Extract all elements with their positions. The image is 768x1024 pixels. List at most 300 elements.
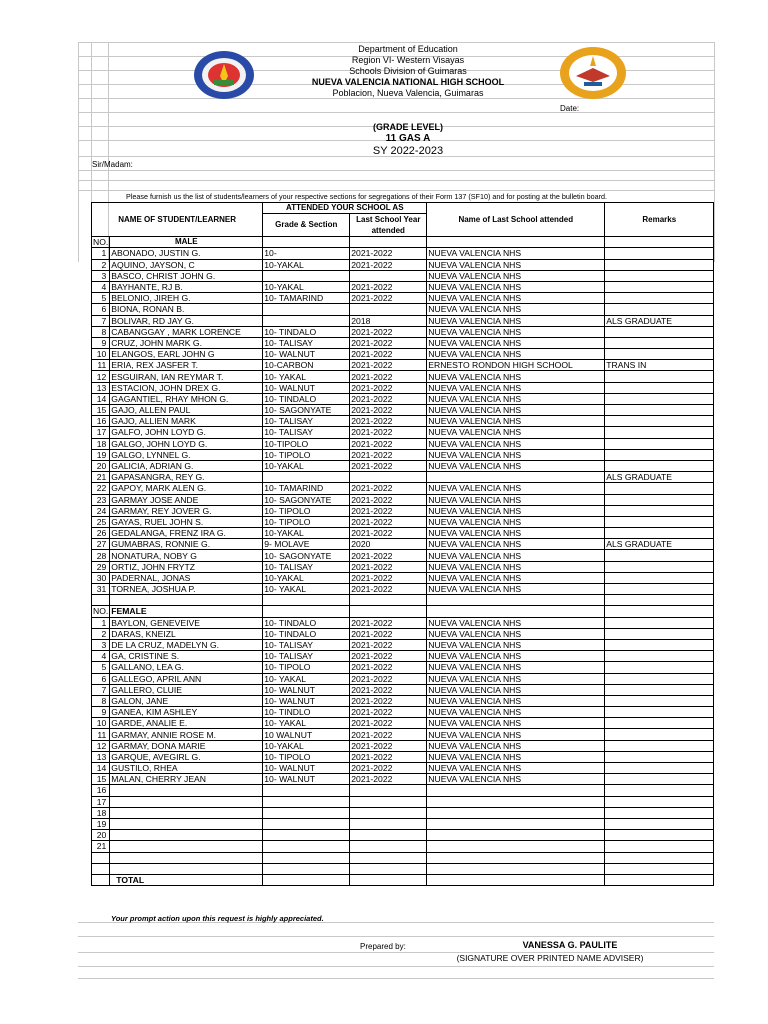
remarks [605, 460, 714, 471]
row-number: 12 [92, 740, 110, 751]
last-school-year: 2021-2022 [350, 449, 427, 460]
grade-section: 10- YAKAL [263, 718, 350, 729]
last-school-year: 2021-2022 [350, 382, 427, 393]
remarks [605, 505, 714, 516]
last-school-name: NUEVA VALENCIA NHS [427, 628, 605, 639]
last-school-year: 2021-2022 [350, 393, 427, 404]
last-school-year: 2021-2022 [350, 651, 427, 662]
student-name: ERIA, REX JASFER T. [110, 360, 263, 371]
last-school-year: 2021-2022 [350, 259, 427, 270]
student-name: GANEA, KIM ASHLEY [110, 707, 263, 718]
last-school-year [350, 807, 427, 818]
grade-section: 10- YAKAL [263, 673, 350, 684]
grade-section: 10- SAGONYATE [263, 405, 350, 416]
last-school-name: NUEVA VALENCIA NHS [427, 460, 605, 471]
last-school-year [350, 304, 427, 315]
table-row [92, 584, 714, 595]
remarks [605, 807, 714, 818]
last-school-year: 2021-2022 [350, 774, 427, 785]
male-label-row [92, 237, 714, 248]
student-name: GUSTILO, RHEA [110, 763, 263, 774]
salutation: Sir/Madam: [92, 160, 133, 169]
school-address: Poblacion, Nueva Valencia, Guimaras [332, 88, 484, 98]
last-school-name [427, 818, 605, 829]
last-school-year: 2021-2022 [350, 483, 427, 494]
row-number: 9 [92, 337, 110, 348]
last-school-name: NUEVA VALENCIA NHS [427, 584, 605, 595]
last-school-year: 2021-2022 [350, 751, 427, 762]
table-row [92, 528, 714, 539]
last-school-year: 2021-2022 [350, 740, 427, 751]
table-row [92, 483, 714, 494]
table-row [92, 360, 714, 371]
last-school-name: NUEVA VALENCIA NHS [427, 315, 605, 326]
student-name: GARDE, ANALIE E. [110, 718, 263, 729]
grade-section: 10- TINDALO [263, 628, 350, 639]
prepared-by-label: Prepared by: [360, 942, 406, 951]
student-name: BAYHANTE, RJ B. [110, 281, 263, 292]
student-name: DE LA CRUZ, MADELYN G. [110, 639, 263, 650]
total-row [92, 874, 714, 885]
last-school-name: NUEVA VALENCIA NHS [427, 449, 605, 460]
remarks [605, 684, 714, 695]
row-number: 4 [92, 281, 110, 292]
remarks [605, 673, 714, 684]
last-school-year: 2021-2022 [350, 360, 427, 371]
table-row [92, 818, 714, 829]
table-row [92, 740, 714, 751]
last-school-year: 2021-2022 [350, 460, 427, 471]
remarks [605, 405, 714, 416]
table-row [92, 449, 714, 460]
grade-section: 10- YAKAL [263, 371, 350, 382]
student-name: PADERNAL, JONAS [110, 572, 263, 583]
last-school-name: NUEVA VALENCIA NHS [427, 494, 605, 505]
last-school-year: 2021-2022 [350, 561, 427, 572]
student-name: BASCO, CHRIST JOHN G. [110, 270, 263, 281]
row-number: 27 [92, 539, 110, 550]
remarks [605, 841, 714, 852]
student-name: GALGO, LYNNEL G. [110, 449, 263, 460]
last-school-name: NUEVA VALENCIA NHS [427, 774, 605, 785]
remarks [605, 304, 714, 315]
table-row [92, 259, 714, 270]
remarks [605, 516, 714, 527]
last-school-year [350, 818, 427, 829]
col-grade-header: Grade & Section [263, 214, 350, 237]
remarks [605, 729, 714, 740]
grade-section [263, 472, 350, 483]
table-row [92, 371, 714, 382]
row-number: 19 [92, 818, 110, 829]
grade-section: 10- [263, 248, 350, 259]
row-number: 9 [92, 707, 110, 718]
last-school-name: NUEVA VALENCIA NHS [427, 337, 605, 348]
grade-section: 10- TIPOLO [263, 751, 350, 762]
last-school-name: NUEVA VALENCIA NHS [427, 763, 605, 774]
row-number: 3 [92, 639, 110, 650]
last-school-name: NUEVA VALENCIA NHS [427, 539, 605, 550]
last-school-year: 2021-2022 [350, 584, 427, 595]
row-number: 21 [92, 472, 110, 483]
student-name: ABONADO, JUSTIN G. [110, 248, 263, 259]
last-school-name [427, 830, 605, 841]
last-school-name: NUEVA VALENCIA NHS [427, 740, 605, 751]
row-number: 28 [92, 550, 110, 561]
row-number: 18 [92, 807, 110, 818]
row-number: 5 [92, 662, 110, 673]
last-school-name: NUEVA VALENCIA NHS [427, 550, 605, 561]
row-number: 29 [92, 561, 110, 572]
grade-section: 10-YAKAL [263, 740, 350, 751]
grade-section: 10- TIPOLO [263, 505, 350, 516]
remarks [605, 830, 714, 841]
student-name [110, 841, 263, 852]
student-name: GAJO, ALLEN PAUL [110, 405, 263, 416]
table-row [92, 516, 714, 527]
remarks [605, 628, 714, 639]
last-school-name: NUEVA VALENCIA NHS [427, 528, 605, 539]
last-school-name: NUEVA VALENCIA NHS [427, 483, 605, 494]
row-number: 13 [92, 751, 110, 762]
last-school-name: NUEVA VALENCIA NHS [427, 416, 605, 427]
table-row [92, 718, 714, 729]
col-remarks-header: Remarks [605, 203, 714, 237]
division-text: Schools Division of Guimaras [349, 66, 467, 76]
student-name: GAPOY, MARK ALEN G. [110, 483, 263, 494]
table-row [92, 561, 714, 572]
grade-section: 10- WALNUT [263, 763, 350, 774]
grade-section [263, 315, 350, 326]
student-name: NONATURA, NOBY G [110, 550, 263, 561]
row-number: 23 [92, 494, 110, 505]
last-school-year: 2021-2022 [350, 628, 427, 639]
grade-section: 10- WALNUT [263, 382, 350, 393]
row-number: 6 [92, 304, 110, 315]
row-number: 12 [92, 371, 110, 382]
student-name: BELONIO, JIREH G. [110, 293, 263, 304]
last-school-year: 2021-2022 [350, 684, 427, 695]
row-number: 8 [92, 695, 110, 706]
student-name: GUMABRAS, RONNIE G. [110, 539, 263, 550]
grade-section: 10-YAKAL [263, 259, 350, 270]
last-school-year [350, 830, 427, 841]
grade-section: 10- TAMARIND [263, 293, 350, 304]
grade-section: 10-YAKAL [263, 528, 350, 539]
row-number: 2 [92, 259, 110, 270]
table-row [92, 393, 714, 404]
remarks [605, 371, 714, 382]
row-number: 24 [92, 505, 110, 516]
student-name: GALLANO, LEA G. [110, 662, 263, 673]
student-name: ESGUIRAN, IAN REYMAR T. [110, 371, 263, 382]
remarks [605, 382, 714, 393]
grade-section: 10- TALISAY [263, 337, 350, 348]
remarks [605, 695, 714, 706]
col-last-year-header: Last School Year attended [350, 214, 427, 237]
grade-section: 10-YAKAL [263, 460, 350, 471]
col-last-school-header: Name of Last School attended [427, 203, 605, 237]
row-number: 14 [92, 763, 110, 774]
table-row [92, 639, 714, 650]
remarks [605, 639, 714, 650]
row-number: 7 [92, 315, 110, 326]
remarks [605, 281, 714, 292]
table-row [92, 684, 714, 695]
table-row [92, 796, 714, 807]
table-row [92, 751, 714, 762]
col-attended-header: ATTENDED YOUR SCHOOL AS [263, 203, 427, 214]
row-number: 7 [92, 684, 110, 695]
row-number: 22 [92, 483, 110, 494]
grade-section: 10- WALNUT [263, 695, 350, 706]
grade-section: 10- TALISAY [263, 416, 350, 427]
table-header-row [92, 203, 714, 214]
row-number: 14 [92, 393, 110, 404]
grade-section: 10- TINDALO [263, 326, 350, 337]
last-school-year: 2021-2022 [350, 729, 427, 740]
student-name: MALAN, CHERRY JEAN [110, 774, 263, 785]
last-school-year: 2021-2022 [350, 494, 427, 505]
last-school-year [350, 270, 427, 281]
student-name: GAYAS, RUEL JOHN S. [110, 516, 263, 527]
remarks [605, 416, 714, 427]
last-school-name [427, 841, 605, 852]
last-school-name: NUEVA VALENCIA NHS [427, 718, 605, 729]
table-row [92, 281, 714, 292]
grade-section: 10- TINDALO [263, 393, 350, 404]
student-name: GARMAY, ANNIE ROSE M. [110, 729, 263, 740]
row-number: 13 [92, 382, 110, 393]
grade-level-label: (GRADE LEVEL) [372, 122, 443, 132]
row-number: 10 [92, 718, 110, 729]
table-row [92, 293, 714, 304]
remarks [605, 774, 714, 785]
student-name: ORTIZ, JOHN FRYTZ [110, 561, 263, 572]
remarks [605, 349, 714, 360]
row-number: 8 [92, 326, 110, 337]
row-number: 26 [92, 528, 110, 539]
last-school-name: NUEVA VALENCIA NHS [427, 707, 605, 718]
table-row [92, 315, 714, 326]
last-school-name: NUEVA VALENCIA NHS [427, 270, 605, 281]
student-name: GALICIA, ADRIAN G. [110, 460, 263, 471]
remarks [605, 785, 714, 796]
female-section-label: FEMALE [110, 606, 263, 617]
student-name [110, 796, 263, 807]
last-school-name [427, 796, 605, 807]
row-number: 1 [92, 248, 110, 259]
last-school-year: 2021-2022 [350, 572, 427, 583]
row-number: 16 [92, 785, 110, 796]
remarks: ALS GRADUATE [605, 472, 714, 483]
remarks: ALS GRADUATE [605, 315, 714, 326]
last-school-year: 2021-2022 [350, 695, 427, 706]
row-number: 20 [92, 830, 110, 841]
grade-section: 10-CARBON [263, 360, 350, 371]
row-number: 11 [92, 360, 110, 371]
request-text: Please furnish us the list of students/learners of your respective sections for segregations of their Form 137 (SF10) and for posting at the bulletin board. [126, 192, 608, 201]
table-row [92, 270, 714, 281]
last-school-name: NUEVA VALENCIA NHS [427, 505, 605, 516]
grade-section [263, 818, 350, 829]
grade-section: 10- TINDALO [263, 617, 350, 628]
last-school-name: NUEVA VALENCIA NHS [427, 405, 605, 416]
region-text: Region VI- Western Visayas [351, 55, 465, 65]
row-number: 15 [92, 774, 110, 785]
student-name: GAJO, ALLIEN MARK [110, 416, 263, 427]
table-row [92, 673, 714, 684]
remarks [605, 561, 714, 572]
student-name: GALLERO, CLUIE [110, 684, 263, 695]
remarks [605, 528, 714, 539]
row-number: 21 [92, 841, 110, 852]
student-name: GALGO, JOHN LOYD G. [110, 438, 263, 449]
last-school-name: NUEVA VALENCIA NHS [427, 572, 605, 583]
row-number: 10 [92, 349, 110, 360]
student-name: ELANGOS, EARL JOHN G [110, 349, 263, 360]
grade-section: 10- SAGONYATE [263, 550, 350, 561]
student-name: AQUINO, JAYSON, C [110, 259, 263, 270]
last-school-name: NUEVA VALENCIA NHS [427, 751, 605, 762]
table-row [92, 248, 714, 259]
remarks [605, 718, 714, 729]
last-school-name [427, 807, 605, 818]
last-school-name: NUEVA VALENCIA NHS [427, 371, 605, 382]
remarks [605, 796, 714, 807]
last-school-name: NUEVA VALENCIA NHS [427, 382, 605, 393]
last-school-name: NUEVA VALENCIA NHS [427, 259, 605, 270]
grade-section: 10 WALNUT [263, 729, 350, 740]
last-school-year: 2021-2022 [350, 427, 427, 438]
student-name: GARMAY JOSE ANDE [110, 494, 263, 505]
student-name: BIONA, RONAN B. [110, 304, 263, 315]
grade-section: 10- WALNUT [263, 349, 350, 360]
table-row [92, 628, 714, 639]
remarks: TRANS IN [605, 360, 714, 371]
date-label: Date: [560, 104, 580, 113]
student-name [110, 818, 263, 829]
grade-section: 10- WALNUT [263, 774, 350, 785]
department-text: Department of Education [358, 44, 458, 54]
last-school-year: 2021-2022 [350, 293, 427, 304]
row-number: 19 [92, 449, 110, 460]
last-school-name: NUEVA VALENCIA NHS [427, 662, 605, 673]
last-school-year: 2021-2022 [350, 349, 427, 360]
grade-section [263, 304, 350, 315]
last-school-name: NUEVA VALENCIA NHS [427, 326, 605, 337]
remarks [605, 651, 714, 662]
last-school-year [350, 472, 427, 483]
last-school-name: ERNESTO RONDON HIGH SCHOOL [427, 360, 605, 371]
last-school-year: 2021-2022 [350, 248, 427, 259]
remarks [605, 259, 714, 270]
remarks [605, 438, 714, 449]
student-name: GARQUE, AVEGIRL G. [110, 751, 263, 762]
remarks [605, 449, 714, 460]
last-school-year: 2021-2022 [350, 550, 427, 561]
school-year: SY 2022-2023 [372, 145, 444, 157]
student-name: BAYLON, GENEVEIVE [110, 617, 263, 628]
student-name: GALON, JANE [110, 695, 263, 706]
remarks [605, 740, 714, 751]
table-row [92, 763, 714, 774]
row-number: 30 [92, 572, 110, 583]
student-name: GA, CRISTINE S. [110, 651, 263, 662]
row-number: 6 [92, 673, 110, 684]
no-label: NO. [93, 606, 109, 617]
grade-section [263, 830, 350, 841]
remarks [605, 483, 714, 494]
last-school-name [427, 785, 605, 796]
grade-section: 10-TIPOLO [263, 438, 350, 449]
table-row [92, 416, 714, 427]
row-number: 18 [92, 438, 110, 449]
last-school-year: 2021-2022 [350, 707, 427, 718]
grade-section: 10- TALISAY [263, 639, 350, 650]
last-school-name: NUEVA VALENCIA NHS [427, 695, 605, 706]
grade-section: 10- WALNUT [263, 684, 350, 695]
last-school-year [350, 796, 427, 807]
table-row [92, 349, 714, 360]
grade-section: 10- TALISAY [263, 561, 350, 572]
student-name [110, 785, 263, 796]
remarks [605, 326, 714, 337]
last-school-name: NUEVA VALENCIA NHS [427, 651, 605, 662]
grade-section [263, 785, 350, 796]
remarks [605, 707, 714, 718]
table-row [92, 651, 714, 662]
last-school-name [427, 472, 605, 483]
last-school-year: 2021-2022 [350, 617, 427, 628]
table-row [92, 662, 714, 673]
row-number: 16 [92, 416, 110, 427]
student-name: GEDALANGA, FRENZ IRA G. [110, 528, 263, 539]
adviser-name: VANESSA G. PAULITE [522, 940, 618, 950]
last-school-name: NUEVA VALENCIA NHS [427, 349, 605, 360]
table-row [92, 807, 714, 818]
remarks [605, 584, 714, 595]
table-row [92, 505, 714, 516]
last-school-year: 2020 [350, 539, 427, 550]
student-name: GARMAY, REY JOVER G. [110, 505, 263, 516]
remarks [605, 427, 714, 438]
table-row [92, 304, 714, 315]
last-school-name: NUEVA VALENCIA NHS [427, 281, 605, 292]
table-row [92, 729, 714, 740]
table-row [92, 382, 714, 393]
remarks [605, 550, 714, 561]
last-school-year: 2021-2022 [350, 639, 427, 650]
appreciation-note: Your prompt action upon this request is highly appreciated. [111, 914, 324, 923]
adviser-signature-caption: (SIGNATURE OVER PRINTED NAME ADVISER) [456, 953, 644, 963]
last-school-year: 2021-2022 [350, 718, 427, 729]
table-row [92, 774, 714, 785]
remarks [605, 572, 714, 583]
table-row [92, 438, 714, 449]
table-row [92, 572, 714, 583]
no-label: NO. [93, 237, 109, 248]
table-row [92, 405, 714, 416]
row-number: 5 [92, 293, 110, 304]
grade-section: 10- TIPOLO [263, 516, 350, 527]
last-school-name: NUEVA VALENCIA NHS [427, 304, 605, 315]
last-school-year: 2021-2022 [350, 516, 427, 527]
remarks [605, 662, 714, 673]
table-row [92, 550, 714, 561]
remarks: ALS GRADUATE [605, 539, 714, 550]
table-row [92, 617, 714, 628]
